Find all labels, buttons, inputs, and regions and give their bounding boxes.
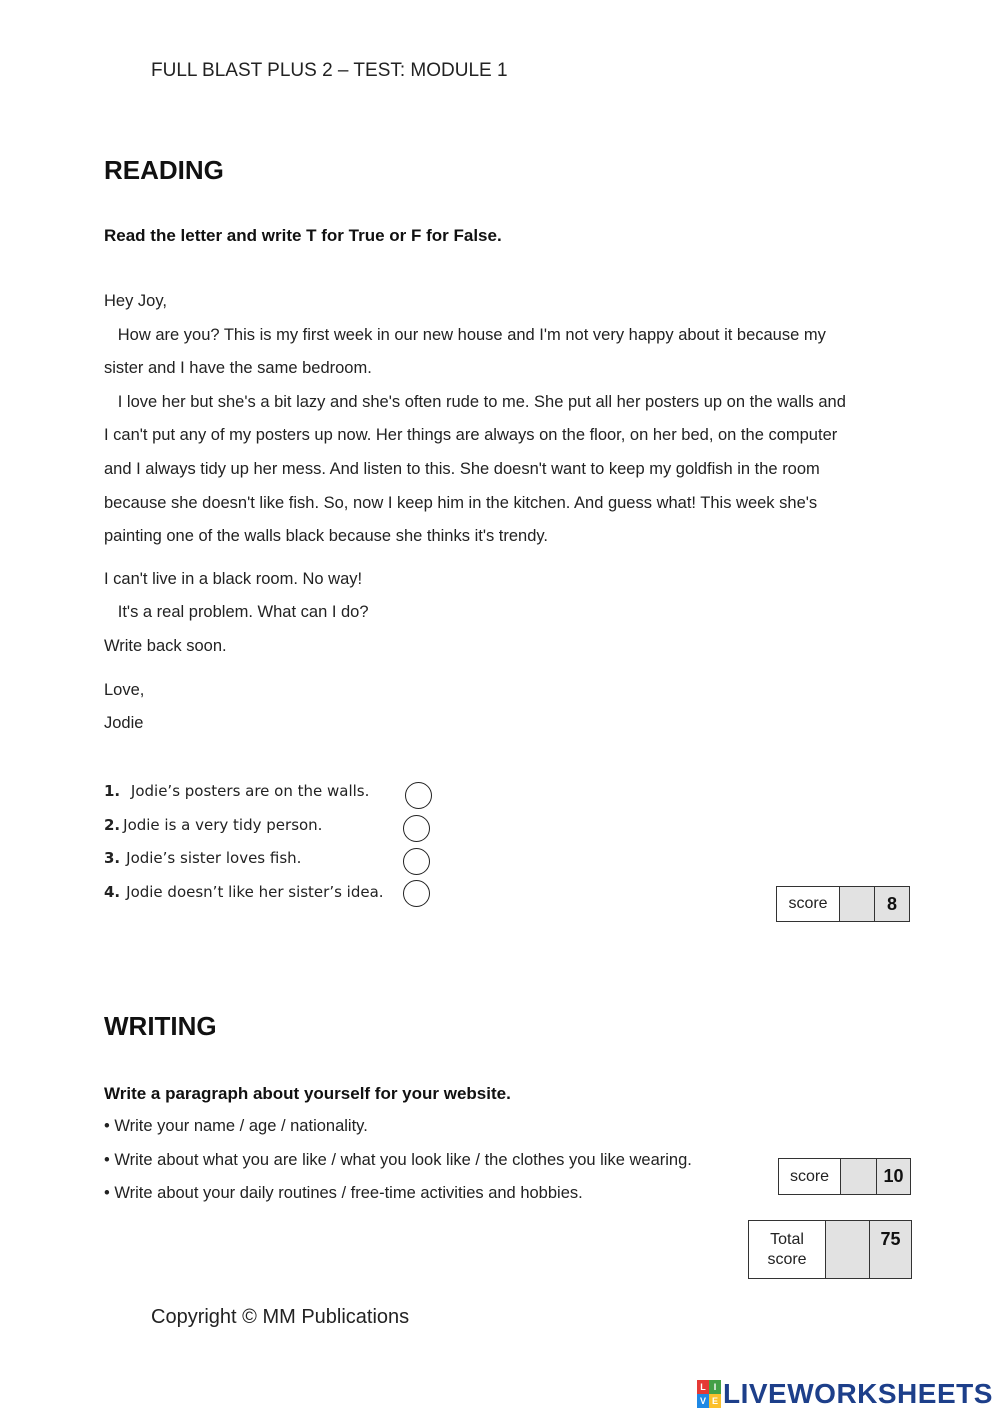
answer-circle-2[interactable] bbox=[403, 815, 430, 842]
statement-text: Jodie’s posters are on the walls. bbox=[126, 782, 370, 800]
total-label-line: Total bbox=[770, 1230, 804, 1248]
score-label: score bbox=[779, 1159, 841, 1194]
total-score-input-cell[interactable] bbox=[826, 1221, 870, 1278]
statement-text: Jodie doesn’t like her sister’s idea. bbox=[126, 883, 384, 901]
letter-signoff: Love, bbox=[104, 681, 145, 699]
letter-line: because she doesn't like fish. So, now I keep him in the kitchen. And guess what! This week she's bbox=[104, 494, 818, 512]
liveworksheets-logo[interactable] bbox=[697, 1377, 993, 1411]
statement-3 bbox=[104, 849, 301, 867]
total-label-line: score bbox=[767, 1250, 807, 1268]
score-max: 8 bbox=[875, 887, 909, 921]
statement-1 bbox=[104, 782, 369, 800]
logo-letter: V bbox=[697, 1394, 709, 1408]
score-label: score bbox=[777, 887, 840, 921]
total-score-label bbox=[749, 1221, 826, 1278]
statement-4 bbox=[104, 883, 384, 901]
writing-bullet: • Write about what you are like / what you look like / the clothes you like wearing. bbox=[104, 1151, 692, 1169]
logo-letter: E bbox=[709, 1394, 721, 1408]
letter-line: Write back soon. bbox=[104, 637, 227, 655]
total-score-max: 75 bbox=[870, 1221, 911, 1278]
letter-line: and I always tidy up her mess. And listen to this. She doesn't want to keep my goldfish in the room bbox=[104, 460, 820, 478]
letter-line: I love her but she's a bit lazy and she's often rude to me. She put all her posters up on the walls and bbox=[104, 393, 846, 411]
statement-text: Jodie is a very tidy person. bbox=[123, 816, 323, 834]
letter-line: I can't put any of my posters up now. Her things are always on the floor, on her bed, on the computer bbox=[104, 426, 838, 444]
score-input-cell[interactable] bbox=[841, 1159, 877, 1194]
answer-circle-1[interactable] bbox=[405, 782, 432, 809]
liveworksheets-icon bbox=[697, 1380, 721, 1408]
logo-letter: I bbox=[709, 1380, 721, 1394]
statement-2 bbox=[104, 816, 322, 834]
logo-letter: L bbox=[697, 1380, 709, 1394]
letter-line: I can't live in a black room. No way! bbox=[104, 570, 363, 588]
answer-circle-4[interactable] bbox=[403, 880, 430, 907]
reading-instruction: Read the letter and write T for True or F for False. bbox=[104, 226, 502, 245]
statement-number: 4. bbox=[104, 883, 121, 901]
statement-number: 3. bbox=[104, 849, 121, 867]
reading-score-box bbox=[776, 886, 910, 922]
reading-title: READING bbox=[104, 155, 224, 185]
writing-instruction: Write a paragraph about yourself for your website. bbox=[104, 1084, 511, 1103]
statement-number: 2. bbox=[104, 816, 121, 834]
writing-bullet: • Write about your daily routines / free-time activities and hobbies. bbox=[104, 1184, 583, 1202]
letter-line: Hey Joy, bbox=[104, 292, 167, 310]
copyright-notice: Copyright © MM Publications bbox=[151, 1306, 410, 1328]
letter-line: painting one of the walls black because she thinks it's trendy. bbox=[104, 527, 549, 545]
writing-title: WRITING bbox=[104, 1011, 217, 1041]
statement-number: 1. bbox=[104, 782, 121, 800]
liveworksheets-wordmark: LIVEWORKSHEETS bbox=[723, 1378, 993, 1409]
writing-bullet: • Write your name / age / nationality. bbox=[104, 1117, 368, 1135]
score-input-cell[interactable] bbox=[840, 887, 875, 921]
score-max: 10 bbox=[877, 1159, 910, 1194]
statement-text: Jodie’s sister loves fish. bbox=[126, 849, 302, 867]
answer-circle-3[interactable] bbox=[403, 848, 430, 875]
document-header: FULL BLAST PLUS 2 – TEST: MODULE 1 bbox=[151, 60, 508, 81]
total-score-box bbox=[748, 1220, 912, 1279]
letter-line: sister and I have the same bedroom. bbox=[104, 359, 372, 377]
letter-line: How are you? This is my first week in our new house and I'm not very happy about it because my bbox=[104, 326, 826, 344]
letter-line: It's a real problem. What can I do? bbox=[104, 603, 369, 621]
letter-signature: Jodie bbox=[104, 714, 144, 732]
writing-score-box bbox=[778, 1158, 911, 1195]
